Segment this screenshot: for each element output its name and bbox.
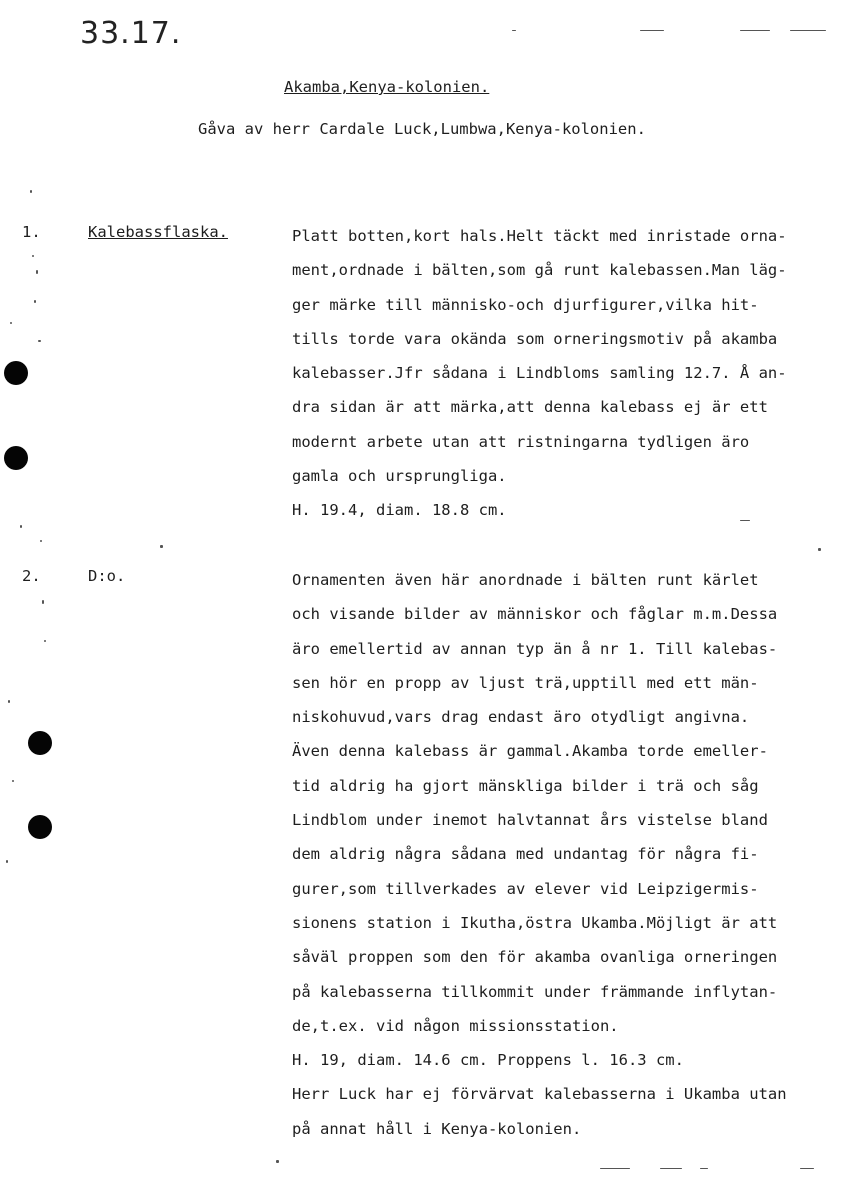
punch-hole [28, 815, 52, 839]
item-1-measurements: H. 19.4, diam. 18.8 cm. [292, 501, 507, 520]
item-2-line: Ornamenten även här anordnade i bälten runt kärlet [292, 571, 759, 589]
item-1-line: modernt arbete utan att ristningarna tydligen äro [292, 432, 750, 451]
item-2-label: D:o. [88, 567, 126, 585]
item-1-line: gamla och ursprungliga. [292, 467, 507, 486]
punch-hole [28, 731, 52, 755]
item-1-line: ment,ordnade i bälten,som gå runt kalebassen.Man läg- [292, 261, 787, 280]
item-1-line: ger märke till människo-och djurfigurer,vilka hit- [292, 295, 759, 314]
item-2-number: 2. [22, 567, 41, 585]
punch-hole [4, 446, 28, 470]
item-1-description [292, 219, 852, 528]
item-2-line: sen hör en propp av ljust trä,upptill med ett män- [292, 673, 759, 692]
punch-hole [4, 361, 28, 385]
item-1-label: Kalebassflaska. [88, 223, 228, 241]
item-2-line: äro emellertid av annan typ än å nr 1. Till kalebas- [292, 639, 778, 658]
item-2-line: Herr Luck har ej förvärvat kalebasserna i Ukamba utan [292, 1085, 787, 1104]
item-2-line: såväl proppen som den för akamba ovanliga orneringen [292, 948, 778, 967]
item-2-line: niskohuvud,vars drag endast äro otydligt angivna. [292, 708, 750, 727]
item-2-line: Även denna kalebass är gammal.Akamba torde emeller- [292, 742, 768, 761]
item-2-description [292, 563, 852, 1146]
item-1-number: 1. [22, 223, 41, 241]
item-1-line: Platt botten,kort hals.Helt täckt med inristade orna- [292, 227, 787, 245]
item-2-line: gurer,som tillverkades av elever vid Leipzigermis- [292, 879, 759, 898]
document-heading: Akamba,Kenya-kolonien. [284, 78, 490, 96]
item-2-line: på annat håll i Kenya-kolonien. [292, 1119, 582, 1138]
item-2-line: tid aldrig ha gjort mänskliga bilder i trä och såg [292, 776, 759, 795]
handwritten-page-number: 33.17. [80, 16, 182, 51]
item-1-line: dra sidan är att märka,att denna kalebass ej är ett [292, 398, 768, 417]
item-2-line: Lindblom under inemot halvtannat års vistelse bland [292, 811, 768, 830]
item-1-line: tills torde vara okända som orneringsmotiv på akamba [292, 329, 778, 348]
item-2-line: och visande bilder av människor och fåglar m.m.Dessa [292, 605, 778, 624]
item-1-line: kalebasser.Jfr sådana i Lindbloms samling 12.7. Å an- [292, 364, 787, 383]
item-2-measurements: H. 19, diam. 14.6 cm. Proppens l. 16.3 cm. [292, 1051, 684, 1070]
item-2-line: de,t.ex. vid någon missionsstation. [292, 1016, 619, 1035]
donor-line: Gåva av herr Cardale Luck,Lumbwa,Kenya-kolonien. [198, 120, 646, 138]
item-2-line: dem aldrig några sådana med undantag för några fi- [292, 845, 759, 864]
item-2-line: på kalebasserna tillkommit under främmande inflytan- [292, 982, 778, 1001]
item-2-line: sionens station i Ikutha,östra Ukamba.Möjligt är att [292, 913, 778, 932]
